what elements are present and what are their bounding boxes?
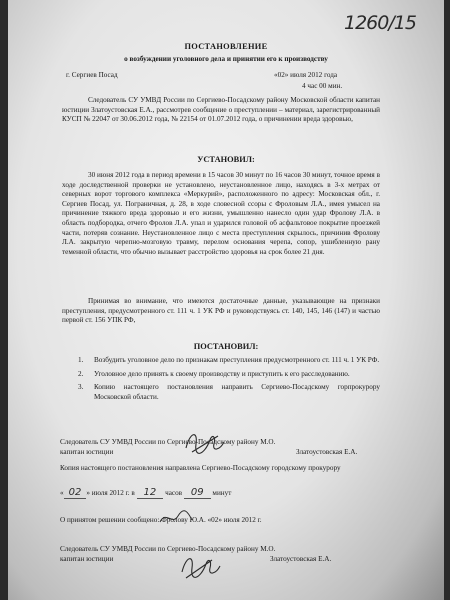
- place: г. Сергиев Посад: [66, 71, 118, 79]
- sent-hour-label: часов: [165, 489, 183, 497]
- notified-signature: [158, 508, 194, 528]
- document-title: ПОСТАНОВЛЕНИЕ: [184, 42, 268, 51]
- established-text: 30 июня 2012 года в период времени в 15 часов 30 минут по 16 часов 30 минут, точное время в ходе доследственной проверки не установлено, неустановленное лицо, находясь в 3-х метрах от северных ворот торгового комплекса «Меркурий», расположенного по адресу: Московская обл., г. Сергиев Посад, ул. Пограничная, д. 28, в ходе словесной ссоры с Фроловым Л.А., имея умысел на причинение тяжкого вреда здоровью и его жизни, умышленно нанесло один удар Фролову Л.А. в область подбородка, отчего Фролов Л.А. упал и ударился головой об асфальтовое покрытие проезжей части, потеряв сознание. Неустановленное лицо с места преступления скрылось, причинив Фролову Л.А. закрытую черепно-мозговую травму, перелом основания черепа, сопор, ушибленную рану теменной области, что обычно вызывает расстройство здоровья на срок более 21 дня.: [62, 171, 380, 256]
- signer-rank-2: капитан юстиции: [60, 555, 114, 563]
- date-line: «02» июля 2012 года: [274, 71, 338, 79]
- decision-item-2: 2. Уголовное дело принять к своему производству и приступить к его расследованию.: [78, 369, 350, 378]
- signer-position-1: Следователь СУ УМВД России по Сергиево-Посадскому району М.О.: [60, 438, 276, 446]
- document-subtitle: о возбуждении уголовного дела и принятии его к производству: [124, 55, 328, 63]
- sent-minute: 09: [184, 488, 211, 499]
- sent-date-line: « 02 » июля 2012 г. в 12 часов 09 минут: [60, 487, 232, 498]
- registration-number: 1260/15: [344, 12, 416, 34]
- signature-2: [176, 548, 222, 584]
- signature-1: [180, 426, 226, 460]
- sent-hour: 12: [137, 488, 164, 499]
- sent-day: 02: [64, 488, 87, 499]
- signer-name-2: Златоустовская Е.А.: [270, 555, 332, 563]
- intro-paragraph: Следователь СУ УМВД России по Сергиево-Посадскому району Московской области капитан юстиции Златоустовская Е.А., рассмотрев сообщение о преступлении – материал, зарегистрированный КУСП № 22047 от 30.06.2012 года, № 22154 от 01.07.2012 года, о причинении вреда здоровью,: [62, 96, 380, 124]
- decision-items: [74, 356, 380, 406]
- time-line: 4 час 00 мин.: [302, 82, 343, 90]
- decision-item-1: 1. Возбудить уголовное дело по признакам преступления предусмотренного ст. 111 ч. 1 УК РФ.: [78, 356, 380, 364]
- document-page: [8, 0, 444, 600]
- decision-item-3: 3. Копию настоящего постановления направить Сергиево-Посадскому горпрокурору Московской области.: [78, 383, 380, 401]
- copy-sent-text: Копия настоящего постановления направлена Сергиево-Посадскому городскому прокурору: [60, 464, 341, 472]
- signer-position-2: Следователь СУ УМВД России по Сергиево-Посадскому району М.О.: [60, 545, 276, 553]
- sent-month-year: июля 2012 г. в: [91, 489, 135, 497]
- decided-heading: ПОСТАНОВИЛ:: [193, 342, 259, 351]
- considering-text: Принимая во внимание, что имеются достаточные данные, указывающие на признаки преступления, предусмотренного ст. 111 ч. 1 УК РФ и руководствуясь ст. 140, 145, 146 (147) и частью первой ст. 156 УПК РФ,: [62, 297, 380, 325]
- signer-name-1: Златоустовская Е.А.: [296, 448, 358, 456]
- sent-minute-label: минут: [212, 489, 232, 497]
- established-heading: УСТАНОВИЛ:: [197, 155, 255, 164]
- signer-rank-1: капитан юстиции: [60, 448, 114, 456]
- notified-line: О принятом решении сообщено: Фролову Ю.А. «02» июля 2012 г.: [60, 516, 262, 524]
